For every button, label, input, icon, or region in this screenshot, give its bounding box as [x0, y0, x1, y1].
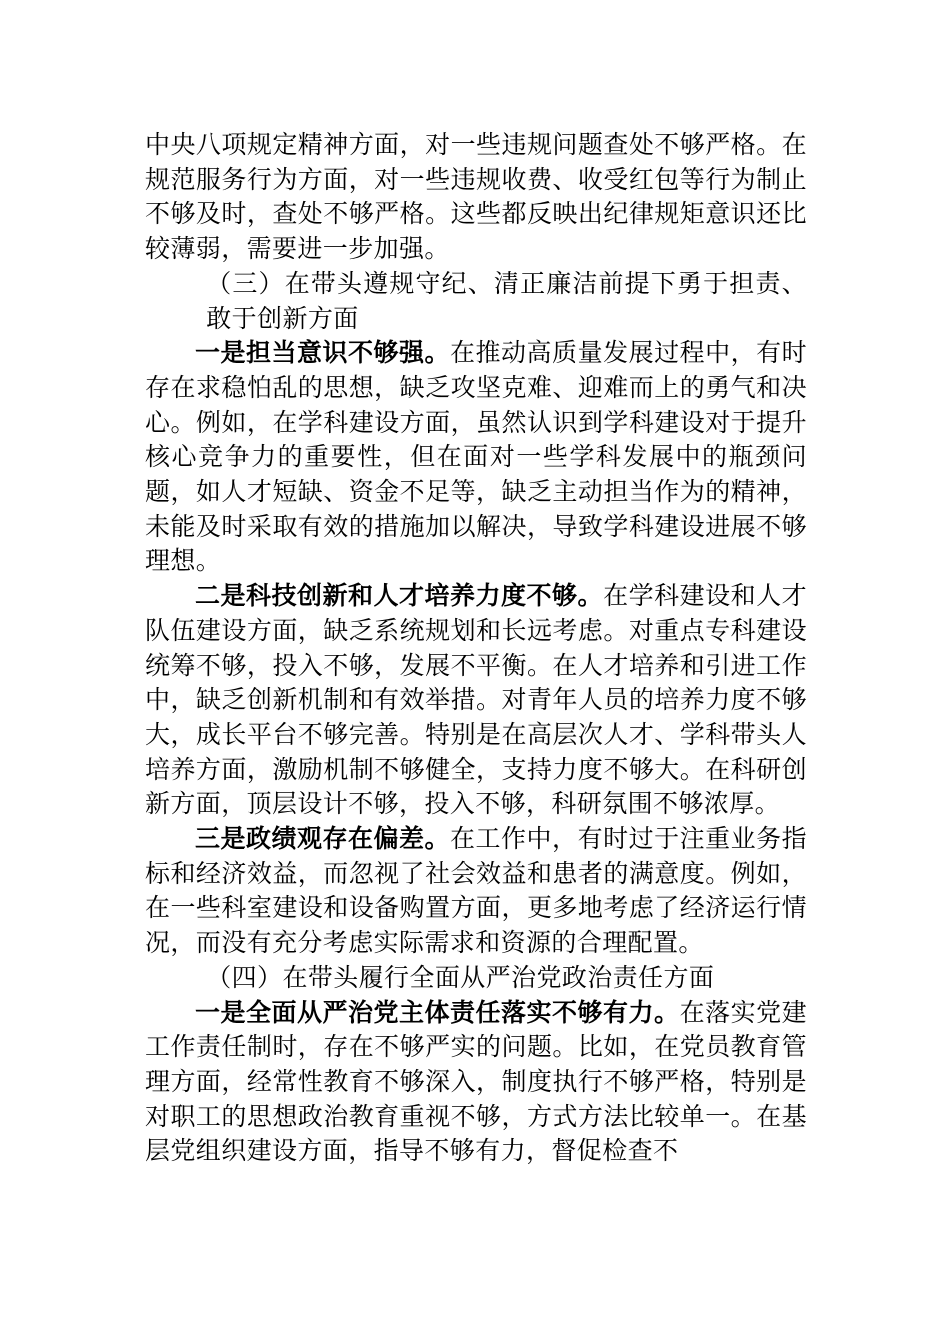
section-heading-text: （三）在带头遵规守纪、清正廉洁前提下勇于担责、敢于创新方面: [206, 268, 807, 333]
paragraph-text: 中央八项规定精神方面，对一些违规问题查处不够严格。在规范服务行为方面，对一些违规收费、收受红包等行为制止不够及时，查处不够严格。这些都反映出纪律规矩意识还比较薄弱，需要进一步加强。: [145, 130, 807, 264]
paragraph-lead: 三是政绩观存在偏差。: [195, 824, 451, 854]
paragraph-performance-view: [145, 822, 807, 961]
paragraph-text: 在推动高质量发展过程中，有时存在求稳怕乱的思想，缺乏攻坚克难、迎难而上的勇气和决心。例如，在学科建设方面，虽然认识到学科建设对于提升核心竞争力的重要性，但在面对一些学科发展中的瓶颈问题，如人才短缺、资金不足等，缺乏主动担当作为的精神，未能及时采取有效的措施加以解决，导致学科建设进展不够理想。: [145, 338, 807, 576]
paragraph-text: 在落实党建工作责任制时，存在不够严实的问题。比如，在党员教育管理方面，经常性教育不够深入，制度执行不够严格，特别是对职工的思想政治教育重视不够，方式方法比较单一。在基层党组织建设方面，指导不够有力，督促检查不: [145, 997, 807, 1166]
section-heading-text: （四）在带头履行全面从严治党政治责任方面: [206, 962, 715, 992]
paragraph-discipline-awareness: [145, 128, 807, 267]
paragraph-text: 在工作中，有时过于注重业务指标和经济效益，而忽视了社会效益和患者的满意度。例如，在一些科室建设和设备购置方面，更多地考虑了经济运行情况，而没有充分考虑实际需求和资源的合理配置。: [145, 824, 807, 958]
paragraph-party-governance: [145, 996, 807, 1170]
section-heading-four: [145, 961, 807, 996]
paragraph-innovation-talent: [145, 579, 807, 822]
paragraph-responsibility-awareness: [145, 336, 807, 579]
section-heading-three: [145, 267, 807, 336]
paragraph-lead: 一是全面从严治党主体责任落实不够有力。: [195, 997, 680, 1027]
document-body: [145, 128, 807, 1169]
paragraph-lead: 一是担当意识不够强。: [195, 338, 451, 368]
paragraph-lead: 二是科技创新和人才培养力度不够。: [195, 581, 604, 611]
paragraph-text: 在学科建设和人才队伍建设方面，缺乏系统规划和长远考虑。对重点专科建设统筹不够，投入不够，发展不平衡。在人才培养和引进工作中，缺乏创新机制和有效举措。对青年人员的培养力度不够大，成长平台不够完善。特别是在高层次人才、学科带头人培养方面，激励机制不够健全，支持力度不够大。在科研创新方面，顶层设计不够，投入不够，科研氛围不够浓厚。: [145, 581, 808, 819]
